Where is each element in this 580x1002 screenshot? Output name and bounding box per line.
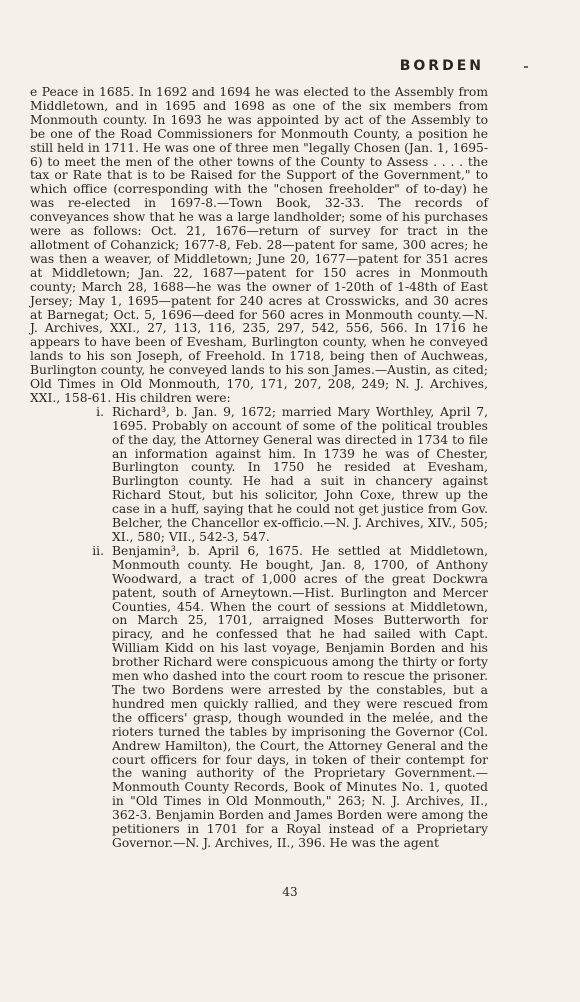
intro-paragraph: e Peace in 1685. In 1692 and 1694 he was elected to the Assembly from Middletown, and in 1695 and 1698 as one of the six members from Monmouth county. In 1693 he was appointed by act of the Assembly to be one of the Road Commissioners for Monmouth County, a position he still held in 1711. He was one of three men "legally Chosen (Jan. 1, 1695-6) to meet the men of the other towns of the County to Assess . . . . the tax or Rate that is to be Raised for the Support of the Government," to which office (corresponding with the "chosen freeholder" of to-day) he was re-elected in 1697-8.—Town Book, 32-33. The records of conveyances show that he was a large landholder; some of his purchases were as follows: Oct. 21, 1676—return of survey for tract in the allotment of Cohanzick; 1677-8, Feb. 28—patent for same, 300 acres; he was then a weaver, of Middletown; June 20, 1677—patent for 351 acres at Middletown; Jan. 22, 1687—patent for 150 acres in Monmouth county; March 28, 1688—he was the owner of 1-20th of 1-48th of East Jersey; May 1, 1695—patent for 240 acres at Crosswicks, and 30 acres at Barnegat; Oct. 5, 1696—deed for 560 acres in Monmouth county.—N. J. Archives, XXI., 27, 113, 116, 235, 297, 542, 556, 566. In 1716 he appears to have been of Evesham, Burlington county, when he conveyed lands to his son Joseph, of Freehold. In 1718, being then of Auchweas, Burlington county, he conveyed lands to his son James.—Austin, as cited; Old Times in Old Monmouth, 170, 171, 207, 208, 249; N. J. Archives, XXI., 158-61. His children were: bbox=[30, 85, 488, 405]
page-number: 43 bbox=[282, 885, 298, 899]
child-text: Benjamin³, b. April 6, 1675. He settled at Middletown, Monmouth county. He bought, Jan. 8, 1700, of Anthony Woodward, a tract of 1,000 acres of the great Dockwra patent, south of Arneytown.—Hist. Burlington and Mercer Counties, 454. When the court of sessions at Middletown, on March 25, 1701, arraigned Moses Butterworth for piracy, and he confessed that he had sailed with Capt. William Kidd on his last voyage, Benjamin Borden and his brother Richard were conspicuous among the thirty or forty men who dashed into the court room to rescue the prisoner. The two Bordens were arrested by the constables, but a hundred men quickly rallied, and they were rescued from the officers' grasp, though wounded in the melée, and the rioters turned the tables by imprisoning the Governor (Col. Andrew Hamilton), the Court, the Attorney General and the court officers for four days, in token of their contempt for the waning authority of the Proprietary Government.—Monmouth County Records, Book of Minutes No. 1, quoted in "Old Times in Old Monmouth," 263; N. J. Archives, II., 362-3. Benjamin Borden and James Borden were among the petitioners in 1701 for a Royal instead of a Proprietary Governor.—N. J. Archives, II., 396. He was the agent bbox=[112, 543, 488, 850]
page-mark bbox=[524, 66, 528, 68]
child-entry-benjamin bbox=[30, 545, 488, 851]
page-body bbox=[30, 86, 488, 851]
child-entry-richard bbox=[30, 406, 488, 545]
child-text: Richard³, b. Jan. 9, 1672; married Mary Worthley, April 7, 1695. Probably on account of some of the political troubles of the day, the Attorney General was directed in 1734 to file an information against him. In 1739 he was of Chester, Burlington county. In 1750 he resided at Evesham, Burlington county. He had a suit in chancery against Richard Stout, but his solicitor, John Coxe, threw up the case in a huff, saying that he could not get justice from Gov. Belcher, the Chancellor ex-officio.—N. J. Archives, XIV., 505; XI., 580; VII., 542-3, 547. bbox=[112, 404, 488, 544]
child-numeral: i. bbox=[96, 404, 104, 419]
running-title: BORDEN bbox=[399, 58, 484, 74]
child-numeral: ii. bbox=[92, 543, 104, 558]
